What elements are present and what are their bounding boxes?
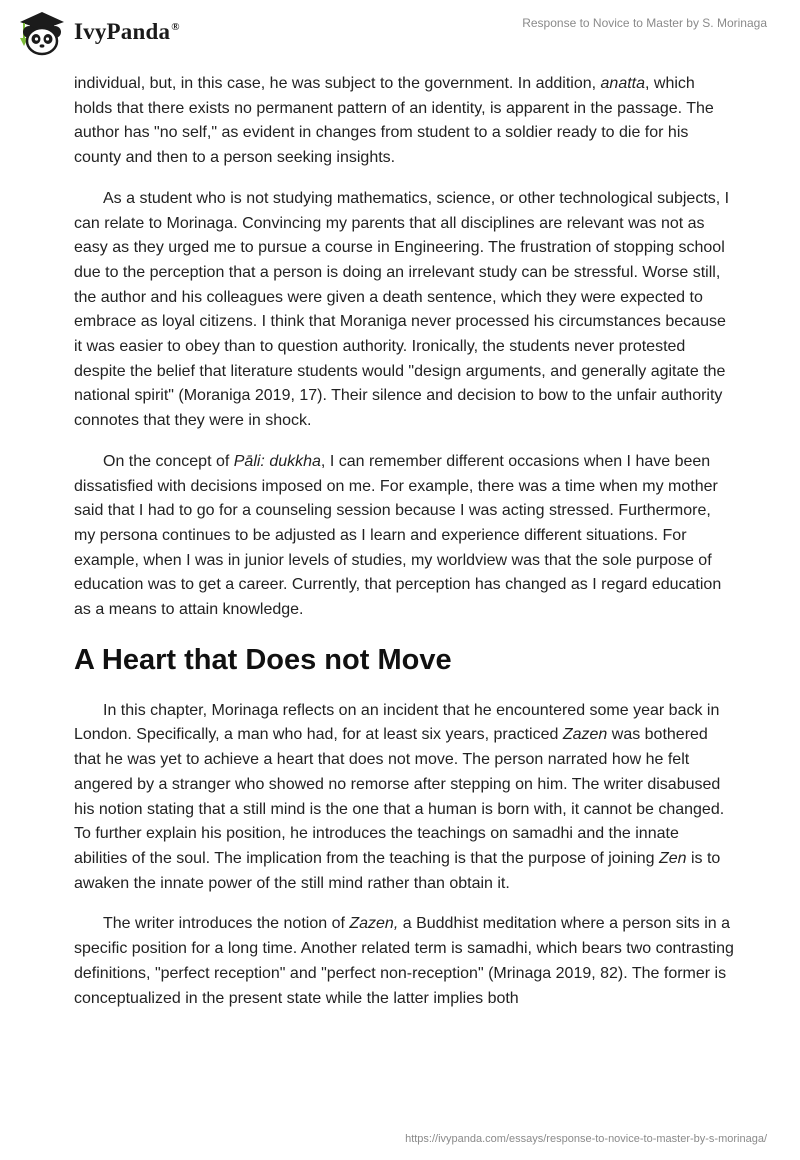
text-run: a Buddhist meditation where a person sits in a specific position for a long time. Another related term is samadhi, which bears two contrasting definitions, "perfect reception" and "perfect non-reception" (Mrinaga 2019, 82). The former is conceptualized in the present state while the latter implies both — [74, 915, 734, 1007]
text-run: , I can remember different occasions when I have been dissatisfied with decisions imposed on me. For example, there was a time when my mother said that I had to go for a counseling session because I was acting stressed. Furthermore, my persona continues to be adjusted as I learn and experience different situations. For example, when I was in junior levels of studies, my worldview was that the sole purpose of education was to get a career. Currently, that perception has changed as I regard education as a means to attain knowledge. — [74, 452, 722, 619]
brand-text: IvyPanda — [74, 19, 171, 44]
essay-body — [74, 72, 734, 1027]
ivypanda-logo[interactable] — [16, 8, 180, 56]
italic-term: anatta — [600, 75, 646, 92]
panda-graduate-icon — [16, 8, 68, 56]
section-heading: A Heart that Does not Move — [74, 643, 452, 676]
italic-term: Zazen, — [349, 915, 399, 933]
text-run: On the concept of — [103, 452, 234, 470]
brand-name — [74, 19, 180, 45]
text-run: was bothered that he was yet to achieve a heart that does not move. The person narrated how he felt angered by a stranger who showed no remorse after stepping on him. The writer disabused his notion stating that a still mind is the one that a human is born with, it cannot be changed. To further explain his position, he introduces the teachings on samadhi and the innate abilities of the soul. The implication from the teaching is that the purpose of joining — [74, 726, 725, 867]
text-run: The writer introduces the notion of — [103, 915, 350, 933]
italic-term: Pāli: dukkha — [233, 452, 321, 470]
italic-term: Zen — [658, 849, 687, 867]
paragraph-1 — [74, 72, 734, 171]
text-run: , which holds that there exists no permanent pattern of an identity, is apparent in the passage. The author has "no self," as evident in changes from student to a soldier ready to die for his county and then to a person seeking insights. — [74, 75, 714, 167]
text-run: is to awaken the innate power of the still mind rather than obtain it. — [74, 849, 721, 892]
text-run: individual, but, in this case, he was subject to the government. In addition, — [74, 75, 601, 92]
page-header — [0, 0, 800, 70]
paragraph-5 — [74, 912, 734, 1011]
text-run: In this chapter, Morinaga reflects on an incident that he encountered some year back in London. Specifically, a man who had, for at least six years, practiced — [74, 701, 720, 744]
paragraph-2: As a student who is not studying mathematics, science, or other technological subjects, I can relate to Morinaga. Convincing my parents that all disciplines are relevant was not as easy as they urged me to pursue a course in Engineering. The frustration of stopping school due to the perception that a person is doing an irrelevant study can be stressful. Worse still, the author and his colleagues were given a death sentence, which they were expected to embrace as loyal citizens. I think that Moraniga never processed his circumstances because it was easier to obey than to question authority. Ironically, the students never protested despite the belief that literature students would "design arguments, and generally agitate the national spirit" (Moraniga 2019, 17). Their silence and decision to bow to the unfair authority connotes that they were in shock. — [74, 189, 730, 430]
source-url[interactable]: https://ivypanda.com/essays/response-to-novice-to-master-by-s-morinaga/ — [405, 1133, 767, 1145]
italic-term: Zazen — [562, 726, 608, 744]
paragraph-4 — [74, 699, 734, 897]
document-title: Response to Novice to Master by S. Morinaga — [522, 16, 767, 30]
paragraph-3 — [74, 450, 734, 623]
registered-mark: ® — [171, 21, 180, 34]
